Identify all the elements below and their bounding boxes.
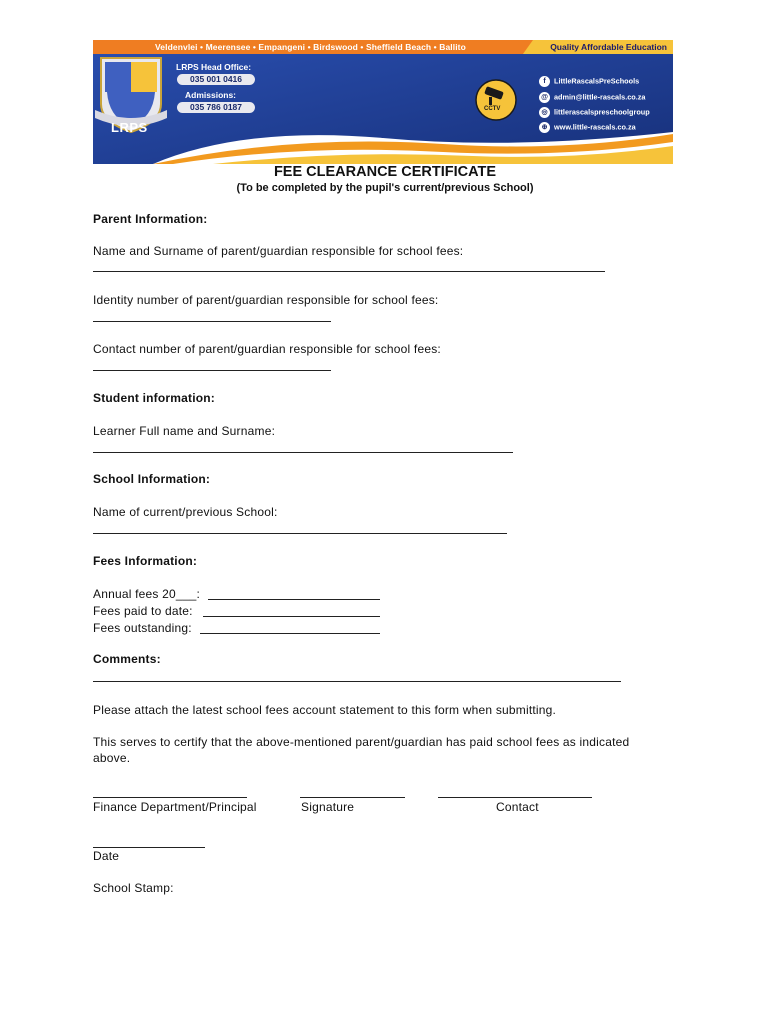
signature-line[interactable] [300, 797, 405, 798]
certify-line-1: This serves to certify that the above-mentioned parent/guardian has paid school fees as indicated [93, 735, 630, 749]
annual-fees-label: Annual fees 20___: [93, 587, 201, 601]
website-url: www.little-rascals.co.za [554, 122, 636, 132]
social-email [539, 92, 645, 103]
logo-text: LRPS [111, 120, 148, 135]
parent-id-field[interactable] [93, 321, 331, 322]
parent-name-label: Name and Surname of parent/guardian responsible for school fees: [93, 244, 464, 258]
head-office-label: LRPS Head Office: [176, 62, 252, 72]
title-block [0, 164, 770, 180]
school-heading: School Information: [93, 472, 211, 486]
school-stamp-label: School Stamp: [93, 881, 174, 895]
date-line[interactable] [93, 847, 205, 848]
contact-label: Contact [496, 800, 539, 814]
cctv-label: CCTV [484, 106, 501, 112]
locations-bar: Veldenvlei • Meerensee • Empangeni • Birdswood • Sheffield Beach • Ballito [155, 42, 466, 52]
parent-contact-label: Contact number of parent/guardian responsible for school fees: [93, 342, 441, 356]
social-instagram [539, 107, 650, 118]
attach-note: Please attach the latest school fees account statement to this form when submitting. [93, 703, 557, 717]
annual-fees-field[interactable] [208, 599, 380, 600]
email-address: admin@little-rascals.co.za [554, 92, 646, 102]
instagram-handle: littlerascalspreschoolgroup [554, 107, 650, 117]
header-banner [93, 40, 673, 164]
parent-heading: Parent Information: [93, 212, 208, 226]
fees-outstanding-label: Fees outstanding: [93, 621, 192, 635]
email-icon: @ [539, 92, 550, 103]
contact-line[interactable] [438, 797, 592, 798]
social-website [539, 122, 636, 133]
learner-name-label: Learner Full name and Surname: [93, 424, 276, 438]
head-office-number: 035 001 0416 [177, 74, 255, 85]
tagline: Quality Affordable Education [550, 42, 667, 52]
fees-paid-label: Fees paid to date: [93, 604, 193, 618]
instagram-icon: ◎ [539, 107, 550, 118]
admissions-label: Admissions: [185, 90, 237, 100]
certify-line-2: above. [93, 751, 131, 765]
school-name-field[interactable] [93, 533, 507, 534]
finance-signature-line[interactable] [93, 797, 247, 798]
page-title: FEE CLEARANCE CERTIFICATE [273, 164, 497, 180]
fees-paid-field[interactable] [203, 616, 380, 617]
fees-outstanding-field[interactable] [200, 633, 380, 634]
parent-id-label: Identity number of parent/guardian responsible for school fees: [93, 293, 439, 307]
parent-name-field[interactable] [93, 271, 605, 272]
globe-icon: ⊕ [539, 122, 550, 133]
page-subtitle: (To be completed by the pupil's current/previous School) [236, 182, 534, 194]
school-name-label: Name of current/previous School: [93, 505, 278, 519]
facebook-handle: LittleRascalsPreSchools [554, 76, 640, 86]
comments-field[interactable] [93, 681, 621, 682]
date-label: Date [93, 849, 120, 863]
fees-heading: Fees Information: [93, 554, 198, 568]
facebook-icon: f [539, 76, 550, 87]
signature-label: Signature [301, 800, 355, 814]
finance-label: Finance Department/Principal [93, 800, 257, 814]
social-facebook [539, 76, 639, 87]
parent-contact-field[interactable] [93, 370, 331, 371]
comments-heading: Comments: [93, 652, 161, 666]
admissions-number: 035 786 0187 [177, 102, 255, 113]
student-heading: Student information: [93, 391, 215, 405]
learner-name-field[interactable] [93, 452, 513, 453]
